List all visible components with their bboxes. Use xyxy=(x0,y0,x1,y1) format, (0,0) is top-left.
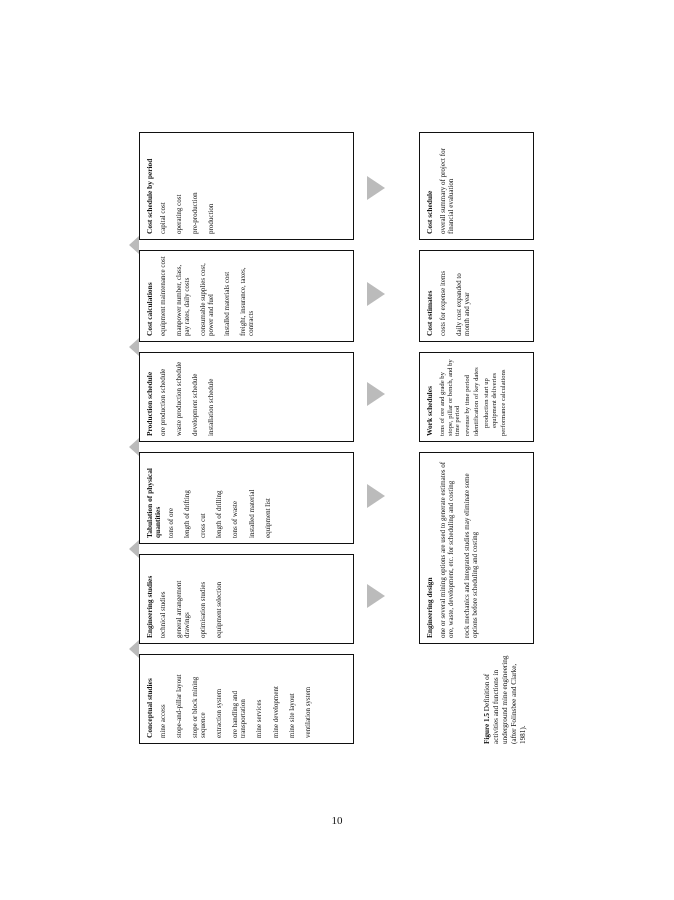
list-item: equipment maintenance cost xyxy=(159,256,168,336)
engineering-studies-box xyxy=(139,554,354,644)
flow-arrow-icon xyxy=(129,438,139,456)
list-item: tons of ore and grade by stope, pillar or bench, and by time period xyxy=(439,359,462,436)
list-item: overall summary of project for financial evaluation xyxy=(439,148,456,234)
list-item: tons of waste xyxy=(231,501,240,538)
engineering-design-box xyxy=(419,452,534,644)
list-item: mine services xyxy=(255,699,264,738)
box-title: Production schedule xyxy=(145,371,154,436)
list-item: freight, insurance, taxes, contracts xyxy=(239,267,256,336)
list-item: installed material xyxy=(247,489,256,538)
list-item: ore handling and transportation xyxy=(231,690,248,738)
box-title: Work schedules xyxy=(425,386,434,436)
cost-schedule-by-period-box xyxy=(139,132,354,240)
work-schedules-box xyxy=(419,352,534,442)
figure-caption-text: Definition of activities and functions in underground mine engineering (after Folinsbee and Clarke, 1981). xyxy=(483,655,527,744)
list-item: identification of key dates xyxy=(473,367,481,436)
list-item: mine development xyxy=(271,686,280,738)
flow-arrow-icon xyxy=(129,236,139,254)
cost-calculations-box xyxy=(139,250,354,342)
list-item: production start up xyxy=(483,378,491,428)
list-item: performance calculations xyxy=(500,369,508,436)
flow-arrow-down-icon xyxy=(367,584,385,608)
list-item: extraction system xyxy=(215,688,224,738)
list-item: equipment deliveries xyxy=(490,372,498,428)
list-item: costs for expense items xyxy=(439,270,448,336)
list-item: production xyxy=(207,203,216,234)
list-item: mine access xyxy=(159,704,168,738)
list-item: length of drilling xyxy=(215,490,224,538)
list-item: one or several mining options are used to generate estimates of ore, waste, development, etc. for scheduling and costing xyxy=(439,461,456,638)
box-title: Cost estimates xyxy=(425,290,434,336)
list-item: waste production schedule xyxy=(175,361,184,436)
list-item: ore production schedule xyxy=(159,368,168,436)
list-item: tons of ore xyxy=(167,508,176,538)
box-title: Engineering design xyxy=(425,577,434,638)
list-item: equipment list xyxy=(263,498,272,538)
flow-arrow-down-icon xyxy=(367,382,385,406)
box-title: Conceptual studies xyxy=(145,678,154,738)
list-item: stope or block mining sequence xyxy=(191,676,208,738)
flow-arrow-icon xyxy=(129,540,139,558)
cost-estimates-box xyxy=(419,250,534,342)
cost-schedule-box xyxy=(419,132,534,240)
box-title: Tabulation of physical quantities xyxy=(145,468,163,538)
list-item: installation schedule xyxy=(207,378,216,436)
box-title: Cost schedule xyxy=(425,190,434,234)
physical-quantities-box xyxy=(139,452,354,544)
list-item: stope-and-pillar layout xyxy=(175,674,184,738)
list-item: cross cut xyxy=(199,513,208,538)
list-item: development schedule xyxy=(191,373,200,436)
page-number: 10 xyxy=(331,815,343,827)
list-item: technical studies xyxy=(159,591,168,638)
list-item: capital cost xyxy=(159,202,168,234)
list-item: daily cost expanded to month and year xyxy=(455,273,472,336)
flow-figure xyxy=(123,130,543,744)
list-item: manpower number, class, pay rates, daily costs xyxy=(175,264,192,336)
list-item: length of drifting xyxy=(183,490,192,538)
list-item: optimisation studies xyxy=(199,581,208,638)
list-item: general arrangement drawings xyxy=(175,580,192,638)
list-item: pre-production xyxy=(191,192,200,234)
flow-arrow-icon xyxy=(129,338,139,356)
flow-arrow-icon xyxy=(129,640,139,658)
list-item: consumable supplies cost, power and fuel xyxy=(199,263,216,336)
figure-caption xyxy=(483,654,528,744)
list-item: equipment selection xyxy=(215,581,224,638)
flow-arrow-down-icon xyxy=(367,282,385,306)
list-item: mine site layout xyxy=(287,693,296,738)
production-schedule-box xyxy=(139,352,354,442)
flow-arrow-down-icon xyxy=(367,176,385,200)
conceptual-studies-box xyxy=(139,654,354,744)
box-title: Cost calculations xyxy=(145,282,154,336)
list-item: ventilation system xyxy=(303,686,312,738)
list-item: installed materials cost xyxy=(223,271,232,336)
box-title: Cost schedule by period xyxy=(145,158,154,234)
list-item: rock mechanics and integrated studies may eliminate some options before scheduling and costing xyxy=(463,473,480,638)
flow-arrow-down-icon xyxy=(367,484,385,508)
list-item: operating cost xyxy=(175,194,184,234)
figure-label: Figure 1.5 xyxy=(483,712,491,744)
list-item: revenue by time period xyxy=(463,375,471,436)
box-title: Engineering studies xyxy=(145,575,154,638)
